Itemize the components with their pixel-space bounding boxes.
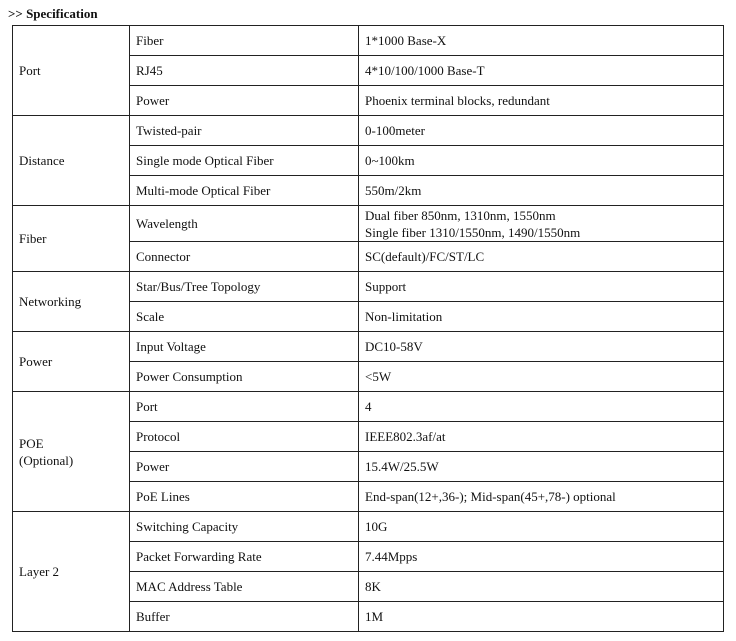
group-fiber: Fiber xyxy=(13,206,130,272)
spec-label: PoE Lines xyxy=(130,482,359,512)
spec-label: Protocol xyxy=(130,422,359,452)
spec-label: Star/Bus/Tree Topology xyxy=(130,272,359,302)
group-networking: Networking xyxy=(13,272,130,332)
spec-value: SC(default)/FC/ST/LC xyxy=(359,242,724,272)
spec-label: MAC Address Table xyxy=(130,572,359,602)
spec-value: 8K xyxy=(359,572,724,602)
spec-label: Buffer xyxy=(130,602,359,632)
spec-value: 4 xyxy=(359,392,724,422)
group-distance: Distance xyxy=(13,116,130,206)
spec-label: RJ45 xyxy=(130,56,359,86)
spec-value: End-span(12+,36-); Mid-span(45+,78-) optional xyxy=(359,482,724,512)
spec-label: Twisted-pair xyxy=(130,116,359,146)
table-row xyxy=(13,26,724,56)
spec-value: <5W xyxy=(359,362,724,392)
spec-value: 550m/2km xyxy=(359,176,724,206)
spec-label: Power xyxy=(130,86,359,116)
spec-value: 10G xyxy=(359,512,724,542)
group-poe-line: POE xyxy=(19,435,44,451)
spec-label: Single mode Optical Fiber xyxy=(130,146,359,176)
spec-label: Power Consumption xyxy=(130,362,359,392)
group-poe-line: (Optional) xyxy=(19,452,74,468)
spec-label: Packet Forwarding Rate xyxy=(130,542,359,572)
spec-label: Wavelength xyxy=(130,206,359,242)
spec-label: Switching Capacity xyxy=(130,512,359,542)
spec-label: Fiber xyxy=(130,26,359,56)
spec-value: 1*1000 Base-X xyxy=(359,26,724,56)
spec-value: 7.44Mpps xyxy=(359,542,724,572)
spec-value: 0-100meter xyxy=(359,116,724,146)
spec-label: Connector xyxy=(130,242,359,272)
spec-value: 4*10/100/1000 Base-T xyxy=(359,56,724,86)
group-power: Power xyxy=(13,332,130,392)
spec-label: Multi-mode Optical Fiber xyxy=(130,176,359,206)
spec-label: Input Voltage xyxy=(130,332,359,362)
spec-value: Non-limitation xyxy=(359,302,724,332)
table-row xyxy=(13,332,724,362)
spec-value xyxy=(359,206,724,242)
spec-label: Port xyxy=(130,392,359,422)
specification-table xyxy=(12,25,724,632)
spec-value: 15.4W/25.5W xyxy=(359,452,724,482)
spec-value: IEEE802.3af/at xyxy=(359,422,724,452)
group-poe xyxy=(13,392,130,512)
table-row xyxy=(13,512,724,542)
spec-value: Phoenix terminal blocks, redundant xyxy=(359,86,724,116)
spec-label: Scale xyxy=(130,302,359,332)
section-heading: >> Specification xyxy=(8,6,98,21)
spec-value-line: Single fiber 1310/1550nm, 1490/1550nm xyxy=(365,224,581,240)
spec-label: Power xyxy=(130,452,359,482)
table-row xyxy=(13,206,724,242)
spec-value-line: Dual fiber 850nm, 1310nm, 1550nm xyxy=(365,207,556,223)
spec-value: DC10-58V xyxy=(359,332,724,362)
table-row xyxy=(13,272,724,302)
table-row xyxy=(13,116,724,146)
group-port: Port xyxy=(13,26,130,116)
spec-value: 0~100km xyxy=(359,146,724,176)
group-layer2: Layer 2 xyxy=(13,512,130,632)
spec-value: Support xyxy=(359,272,724,302)
table-row xyxy=(13,392,724,422)
spec-value: 1M xyxy=(359,602,724,632)
